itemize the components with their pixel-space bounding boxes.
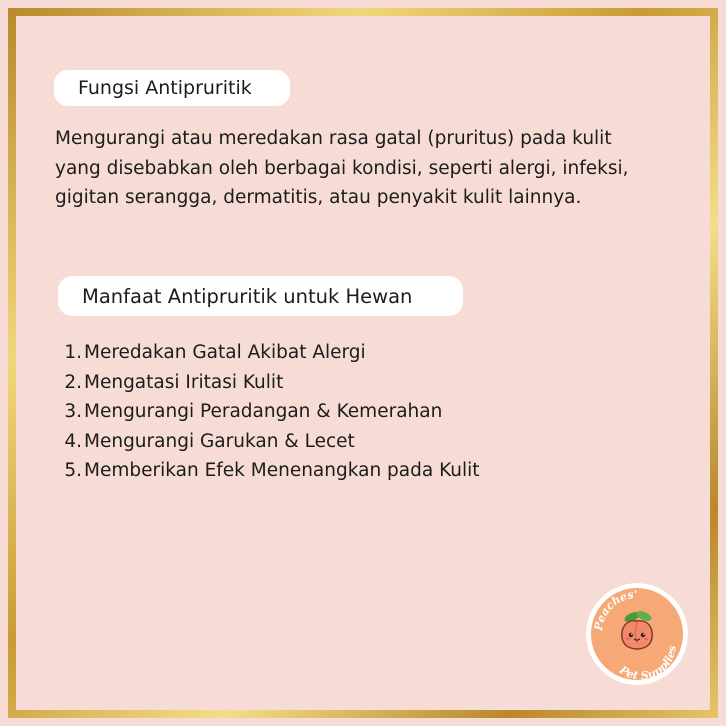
list-number: 4. bbox=[64, 430, 82, 452]
list-item bbox=[62, 456, 480, 486]
section-2-heading bbox=[58, 276, 463, 316]
peach-mascot-icon bbox=[586, 583, 688, 685]
list-number: 3. bbox=[64, 401, 82, 423]
section-2-heading-text: Manfaat Antipruritik untuk Hewan bbox=[82, 284, 413, 308]
peaches-pet-supplies-logo bbox=[586, 583, 688, 685]
list-text: Meredakan Gatal Akibat Alergi bbox=[84, 342, 366, 364]
paragraph-line: yang disebabkan oleh berbagai kondisi, seperti alergi, infeksi, bbox=[55, 157, 629, 179]
list-item bbox=[62, 338, 480, 368]
logo-bottom-text: Pet Supplies bbox=[617, 644, 679, 683]
list-number: 1. bbox=[64, 342, 82, 364]
list-text: Mengatasi Iritasi Kulit bbox=[84, 371, 284, 393]
list-number: 2. bbox=[64, 371, 82, 393]
benefits-list bbox=[62, 338, 480, 486]
section-1-heading-text: Fungsi Antipruritik bbox=[78, 77, 252, 99]
list-text: Mengurangi Peradangan & Kemerahan bbox=[84, 401, 443, 423]
logo-top-text: Peaches' bbox=[591, 587, 638, 632]
list-text: Mengurangi Garukan & Lecet bbox=[84, 430, 355, 452]
list-item bbox=[62, 397, 480, 427]
section-1-paragraph bbox=[55, 124, 675, 213]
list-item bbox=[62, 427, 480, 457]
list-number: 5. bbox=[64, 460, 82, 482]
paragraph-line: gigitan serangga, dermatitis, atau penyakit kulit lainnya. bbox=[55, 187, 582, 208]
section-1-heading bbox=[54, 70, 290, 106]
paragraph-line: Mengurangi atau meredakan rasa gatal (pruritus) pada kulit bbox=[55, 128, 612, 149]
list-text: Memberikan Efek Menenangkan pada Kulit bbox=[84, 460, 480, 482]
list-item bbox=[62, 368, 480, 398]
